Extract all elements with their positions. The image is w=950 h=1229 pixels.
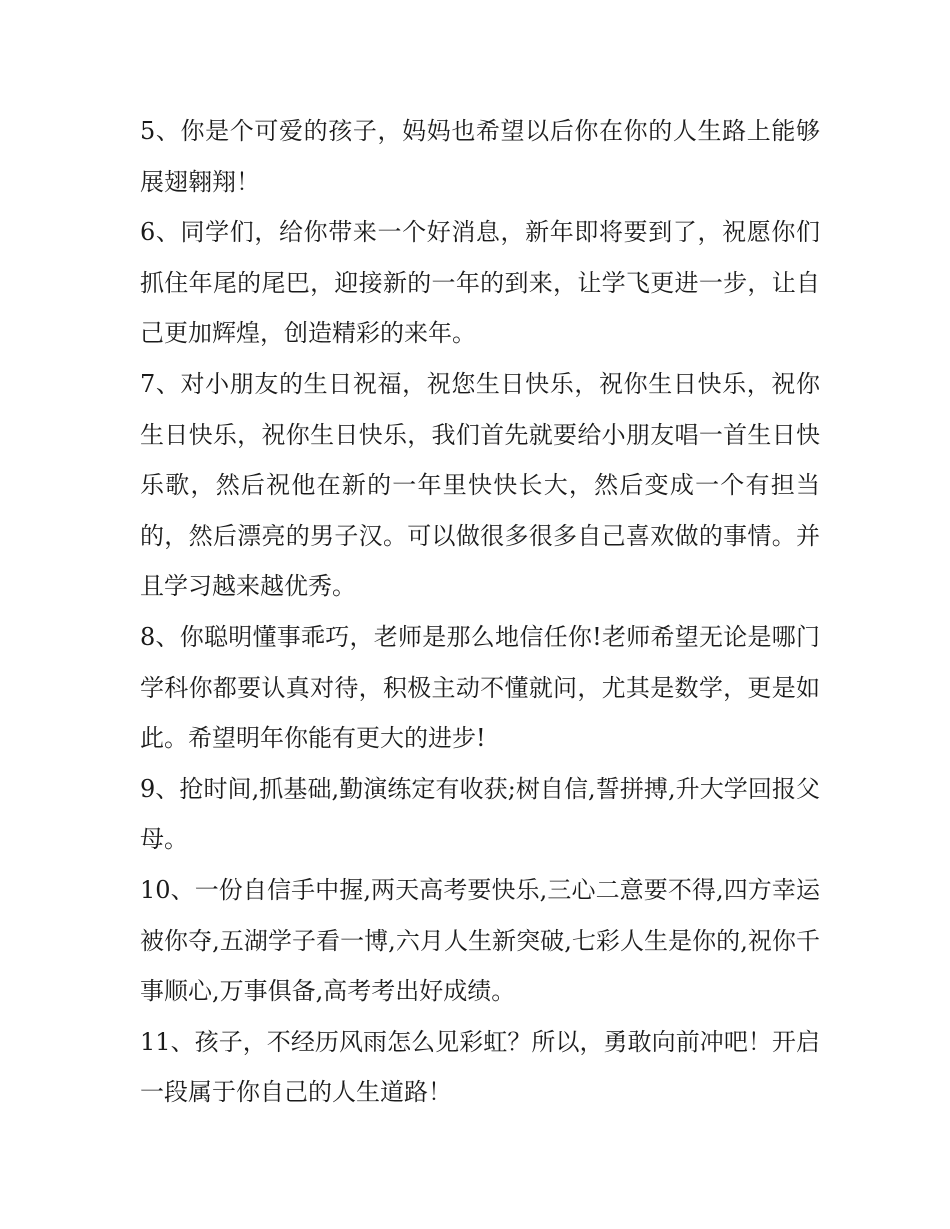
- paragraph-6: 6、同学们，给你带来一个好消息，新年即将要到了，祝愿你们抓住年尾的尾巴，迎接新的一年的到来，让学飞更进一步，让自己更加辉煌，创造精彩的来年。: [140, 218, 820, 348]
- paragraph-9: 9、抢时间,抓基础,勤演练定有收获;树自信,誓拼搏,升大学回报父母。: [140, 774, 820, 854]
- document-body: [140, 106, 820, 1118]
- paragraph-11: 11、孩子，不经历风雨怎么见彩虹？所以，勇敢向前冲吧！开启一段属于你自己的人生道路！: [140, 1027, 820, 1107]
- paragraph-7: 7、对小朋友的生日祝福，祝您生日快乐，祝你生日快乐，祝你生日快乐，祝你生日快乐，我们首先就要给小朋友唱一首生日快乐歌，然后祝他在新的一年里快快长大，然后变成一个有担当的，然后漂亮的男子汉。可以做很多很多自己喜欢做的事情。并且学习越来越优秀。: [140, 369, 820, 601]
- paragraph-8: 8、你聪明懂事乖巧，老师是那么地信任你!老师希望无论是哪门学科你都要认真对待，积极主动不懂就问，尤其是数学，更是如此。希望明年你能有更大的进步!: [140, 622, 820, 753]
- paragraph-5: 5、你是个可爱的孩子，妈妈也希望以后你在你的人生路上能够展翅翱翔！: [140, 117, 820, 196]
- paragraph-10: 10、一份自信手中握,两天高考要快乐,三心二意要不得,四方幸运被你夺,五湖学子看一博,六月人生新突破,七彩人生是你的,祝你千事顺心,万事俱备,高考考出好成绩。: [140, 875, 820, 1006]
